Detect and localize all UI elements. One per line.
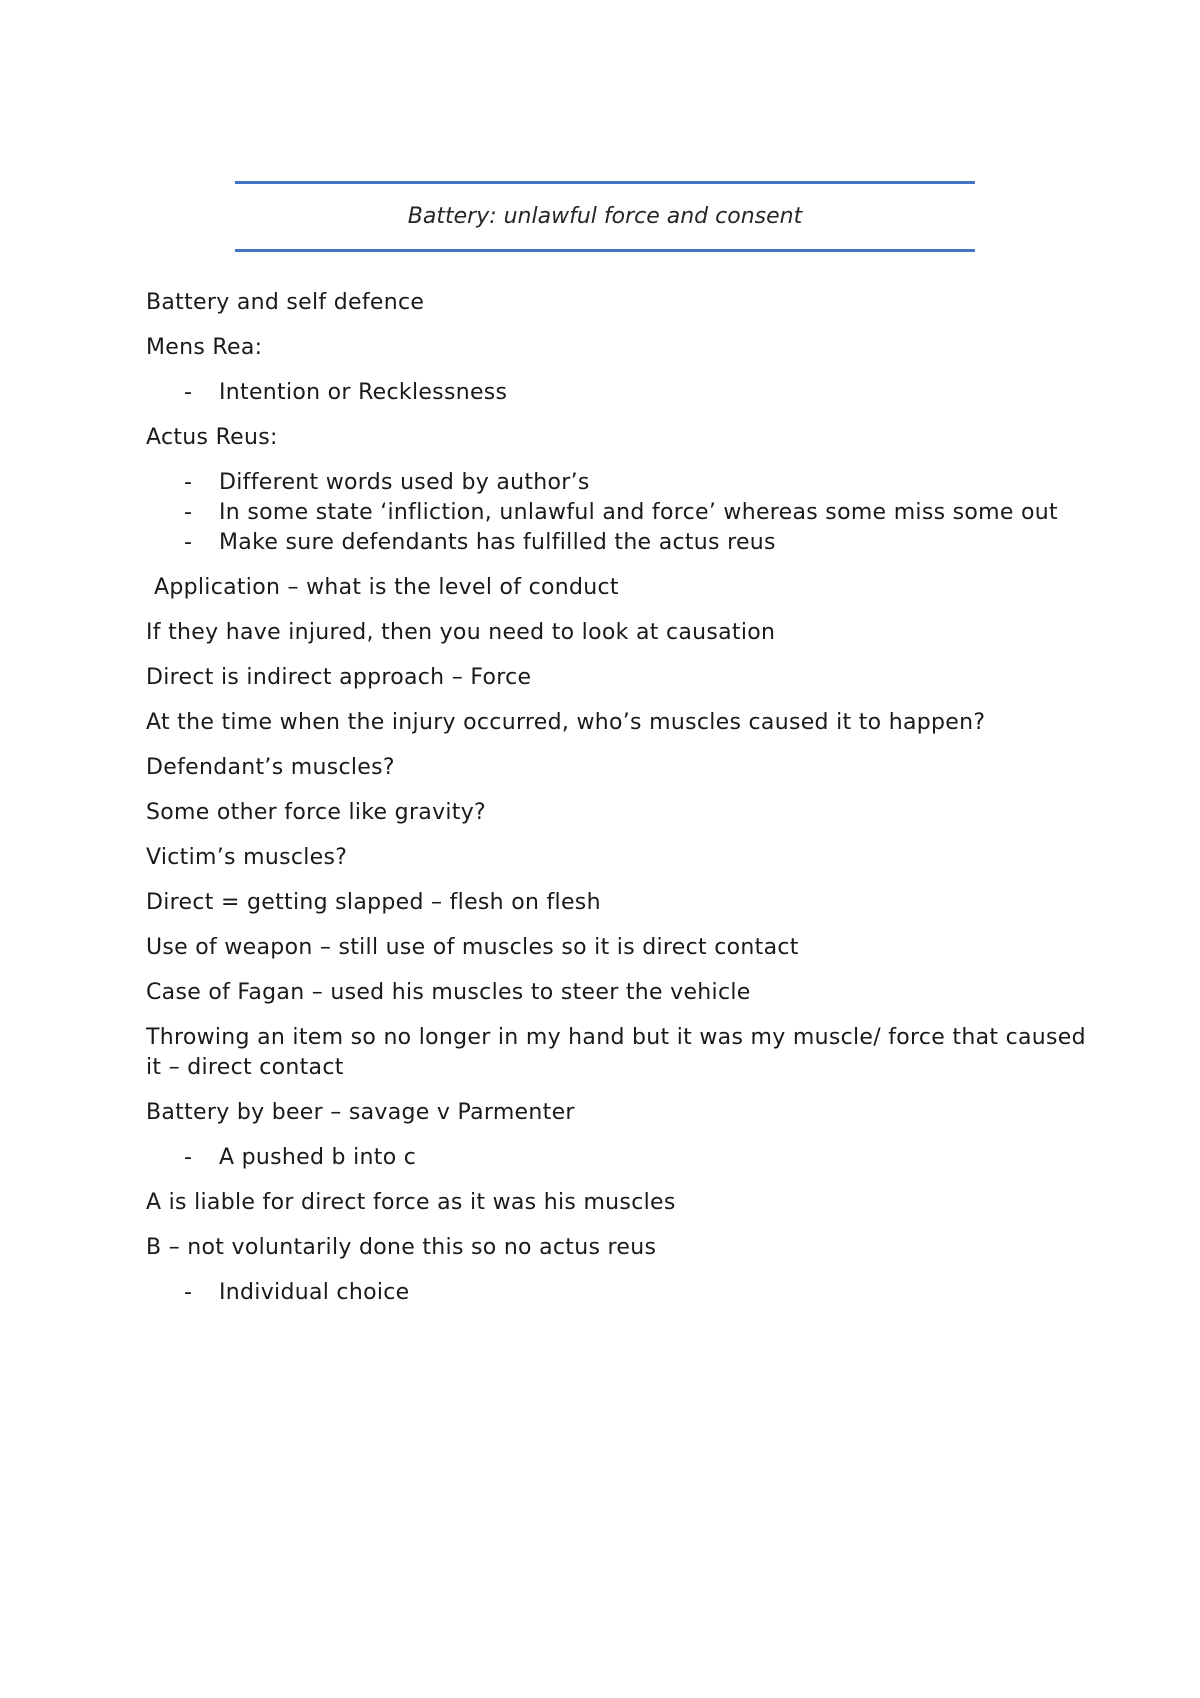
bullet-list	[146, 378, 1086, 408]
list-item	[146, 528, 1086, 558]
paragraph: Victim’s muscles?	[146, 845, 348, 870]
paragraph: Direct = getting slapped – flesh on flesh	[146, 890, 601, 915]
paragraph: A is liable for direct force as it was his muscles	[146, 1190, 676, 1215]
list-item-text: Intention or Recklessness	[219, 380, 508, 405]
paragraph: Direct is indirect approach – Force	[146, 665, 532, 690]
paragraph: Battery and self defence	[146, 290, 425, 315]
paragraph: Application – what is the level of conduct	[154, 575, 619, 600]
bullet-list	[146, 1143, 1086, 1173]
title-rule-bottom	[235, 249, 975, 252]
paragraph: Throwing an item so no longer in my hand but it was my muscle/ force that caused it – direct contact	[146, 1025, 1086, 1080]
paragraph: Actus Reus:	[146, 425, 278, 450]
list-item	[146, 498, 1086, 528]
dash-bullet-icon: -	[184, 1280, 193, 1305]
list-item-text: A pushed b into c	[219, 1145, 417, 1170]
title-block	[235, 181, 975, 253]
dash-bullet-icon: -	[184, 1145, 193, 1170]
dash-bullet-icon: -	[184, 470, 193, 495]
list-item	[146, 378, 1086, 408]
bullet-list	[146, 468, 1086, 558]
list-item-text: Individual choice	[219, 1280, 410, 1305]
list-item-text: Make sure defendants has fulfilled the actus reus	[219, 530, 776, 555]
list-item	[146, 1143, 1086, 1173]
title-rule-top	[235, 181, 975, 184]
list-item	[146, 1278, 1086, 1308]
paragraph: Defendant’s muscles?	[146, 755, 395, 780]
dash-bullet-icon: -	[184, 500, 193, 525]
paragraph: Some other force like gravity?	[146, 800, 487, 825]
dash-bullet-icon: -	[184, 530, 193, 555]
paragraph: Use of weapon – still use of muscles so it is direct contact	[146, 935, 799, 960]
list-item-text: Different words used by author’s	[219, 470, 590, 495]
list-item	[146, 468, 1086, 498]
paragraph: Battery by beer – savage v Parmenter	[146, 1100, 575, 1125]
bullet-list	[146, 1278, 1086, 1308]
paragraph: Mens Rea:	[146, 335, 263, 360]
paragraph: Case of Fagan – used his muscles to steer the vehicle	[146, 980, 751, 1005]
document-body	[146, 288, 1086, 1323]
list-item-text: In some state ‘infliction, unlawful and force’ whereas some miss some out	[219, 500, 1058, 525]
paragraph: If they have injured, then you need to look at causation	[146, 620, 776, 645]
paragraph: B – not voluntarily done this so no actus reus	[146, 1235, 657, 1260]
document-title: Battery: unlawful force and consent	[407, 204, 803, 229]
paragraph: At the time when the injury occurred, who’s muscles caused it to happen?	[146, 710, 986, 735]
dash-bullet-icon: -	[184, 380, 193, 405]
